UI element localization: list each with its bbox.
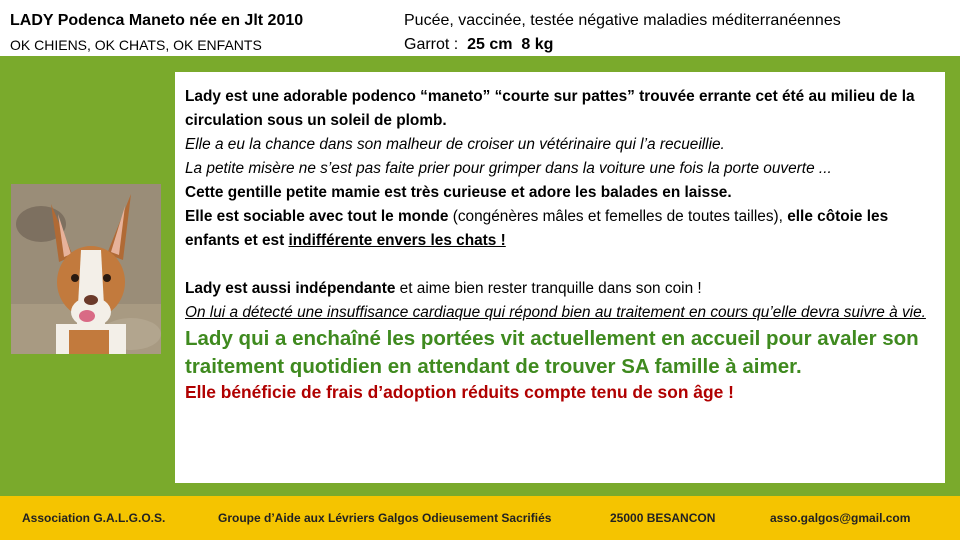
paragraph-found xyxy=(185,85,935,133)
dog-illustration xyxy=(11,184,161,354)
text-car: La petite misère ne s’est pas faite prier pour grimper dans la voiture une fois la porte ouverte ... xyxy=(185,160,832,177)
text-children: elle côtoie les enfants et est xyxy=(185,208,889,249)
text-independent: Lady est aussi indépendante xyxy=(185,280,396,297)
paragraph-adoption-fee: Elle bénéficie de frais d’adoption réduits compte tenu de son âge ! xyxy=(185,382,734,402)
description-panel xyxy=(175,72,945,483)
size-line xyxy=(404,36,553,54)
text-heart: On lui a détecté une insuffisance cardiaque qui répond bien au traitement en cours qu’elle devra suivre à vie. xyxy=(185,304,926,321)
paragraph-vet xyxy=(185,133,935,157)
text-vet: Elle a eu la chance dans son malheur de croiser un vétérinaire qui l’a recueillie. xyxy=(185,136,725,153)
association-name: Association G.A.L.G.O.S. xyxy=(22,511,166,525)
association-email[interactable]: asso.galgos@gmail.com xyxy=(770,511,911,525)
paragraph-curious xyxy=(185,181,935,205)
header-bar xyxy=(0,0,960,56)
compatibility-line: OK CHIENS, OK CHATS, OK ENFANTS xyxy=(10,37,262,53)
text-sizes: (congénères mâles et femelles de toutes tailles), xyxy=(448,208,788,225)
text-quiet: et aime bien rester tranquille dans son coin ! xyxy=(395,280,702,297)
text-sociable: Elle est sociable avec tout le monde xyxy=(185,208,449,225)
paragraph-foster: Lady qui a enchaîné les portées vit actuellement en accueil pour avaler son traitement quotidien en attendant de trouver SA famille à aimer. xyxy=(185,327,919,378)
health-line: Pucée, vaccinée, testée négative maladies méditerranéennes xyxy=(404,12,841,29)
dog-title: LADY Podenca Maneto née en Jlt 2010 xyxy=(10,12,304,29)
paragraph-car xyxy=(185,157,935,181)
paragraph-independent xyxy=(185,277,935,301)
association-city: 25000 BESANCON xyxy=(610,511,716,525)
dog-photo xyxy=(11,184,161,354)
text-cats: indifférente envers les chats ! xyxy=(288,232,506,249)
garrot-label: Garrot : xyxy=(404,36,459,53)
garrot-value: 25 cm 8 kg xyxy=(467,36,554,53)
spacer xyxy=(185,253,935,277)
text-found: Lady est une adorable podenco “maneto” “courte sur pattes” trouvée errante cet été au milieu de la circulation sous un soleil de plomb. xyxy=(185,88,915,129)
association-full-name: Groupe d’Aide aux Lévriers Galgos Odieusement Sacrifiés xyxy=(218,511,552,525)
text-curious: Cette gentille petite mamie est très curieuse et adore les balades en laisse. xyxy=(185,184,732,201)
footer-bar xyxy=(0,496,960,540)
paragraph-sociable xyxy=(185,205,935,253)
paragraph-health xyxy=(185,301,935,325)
